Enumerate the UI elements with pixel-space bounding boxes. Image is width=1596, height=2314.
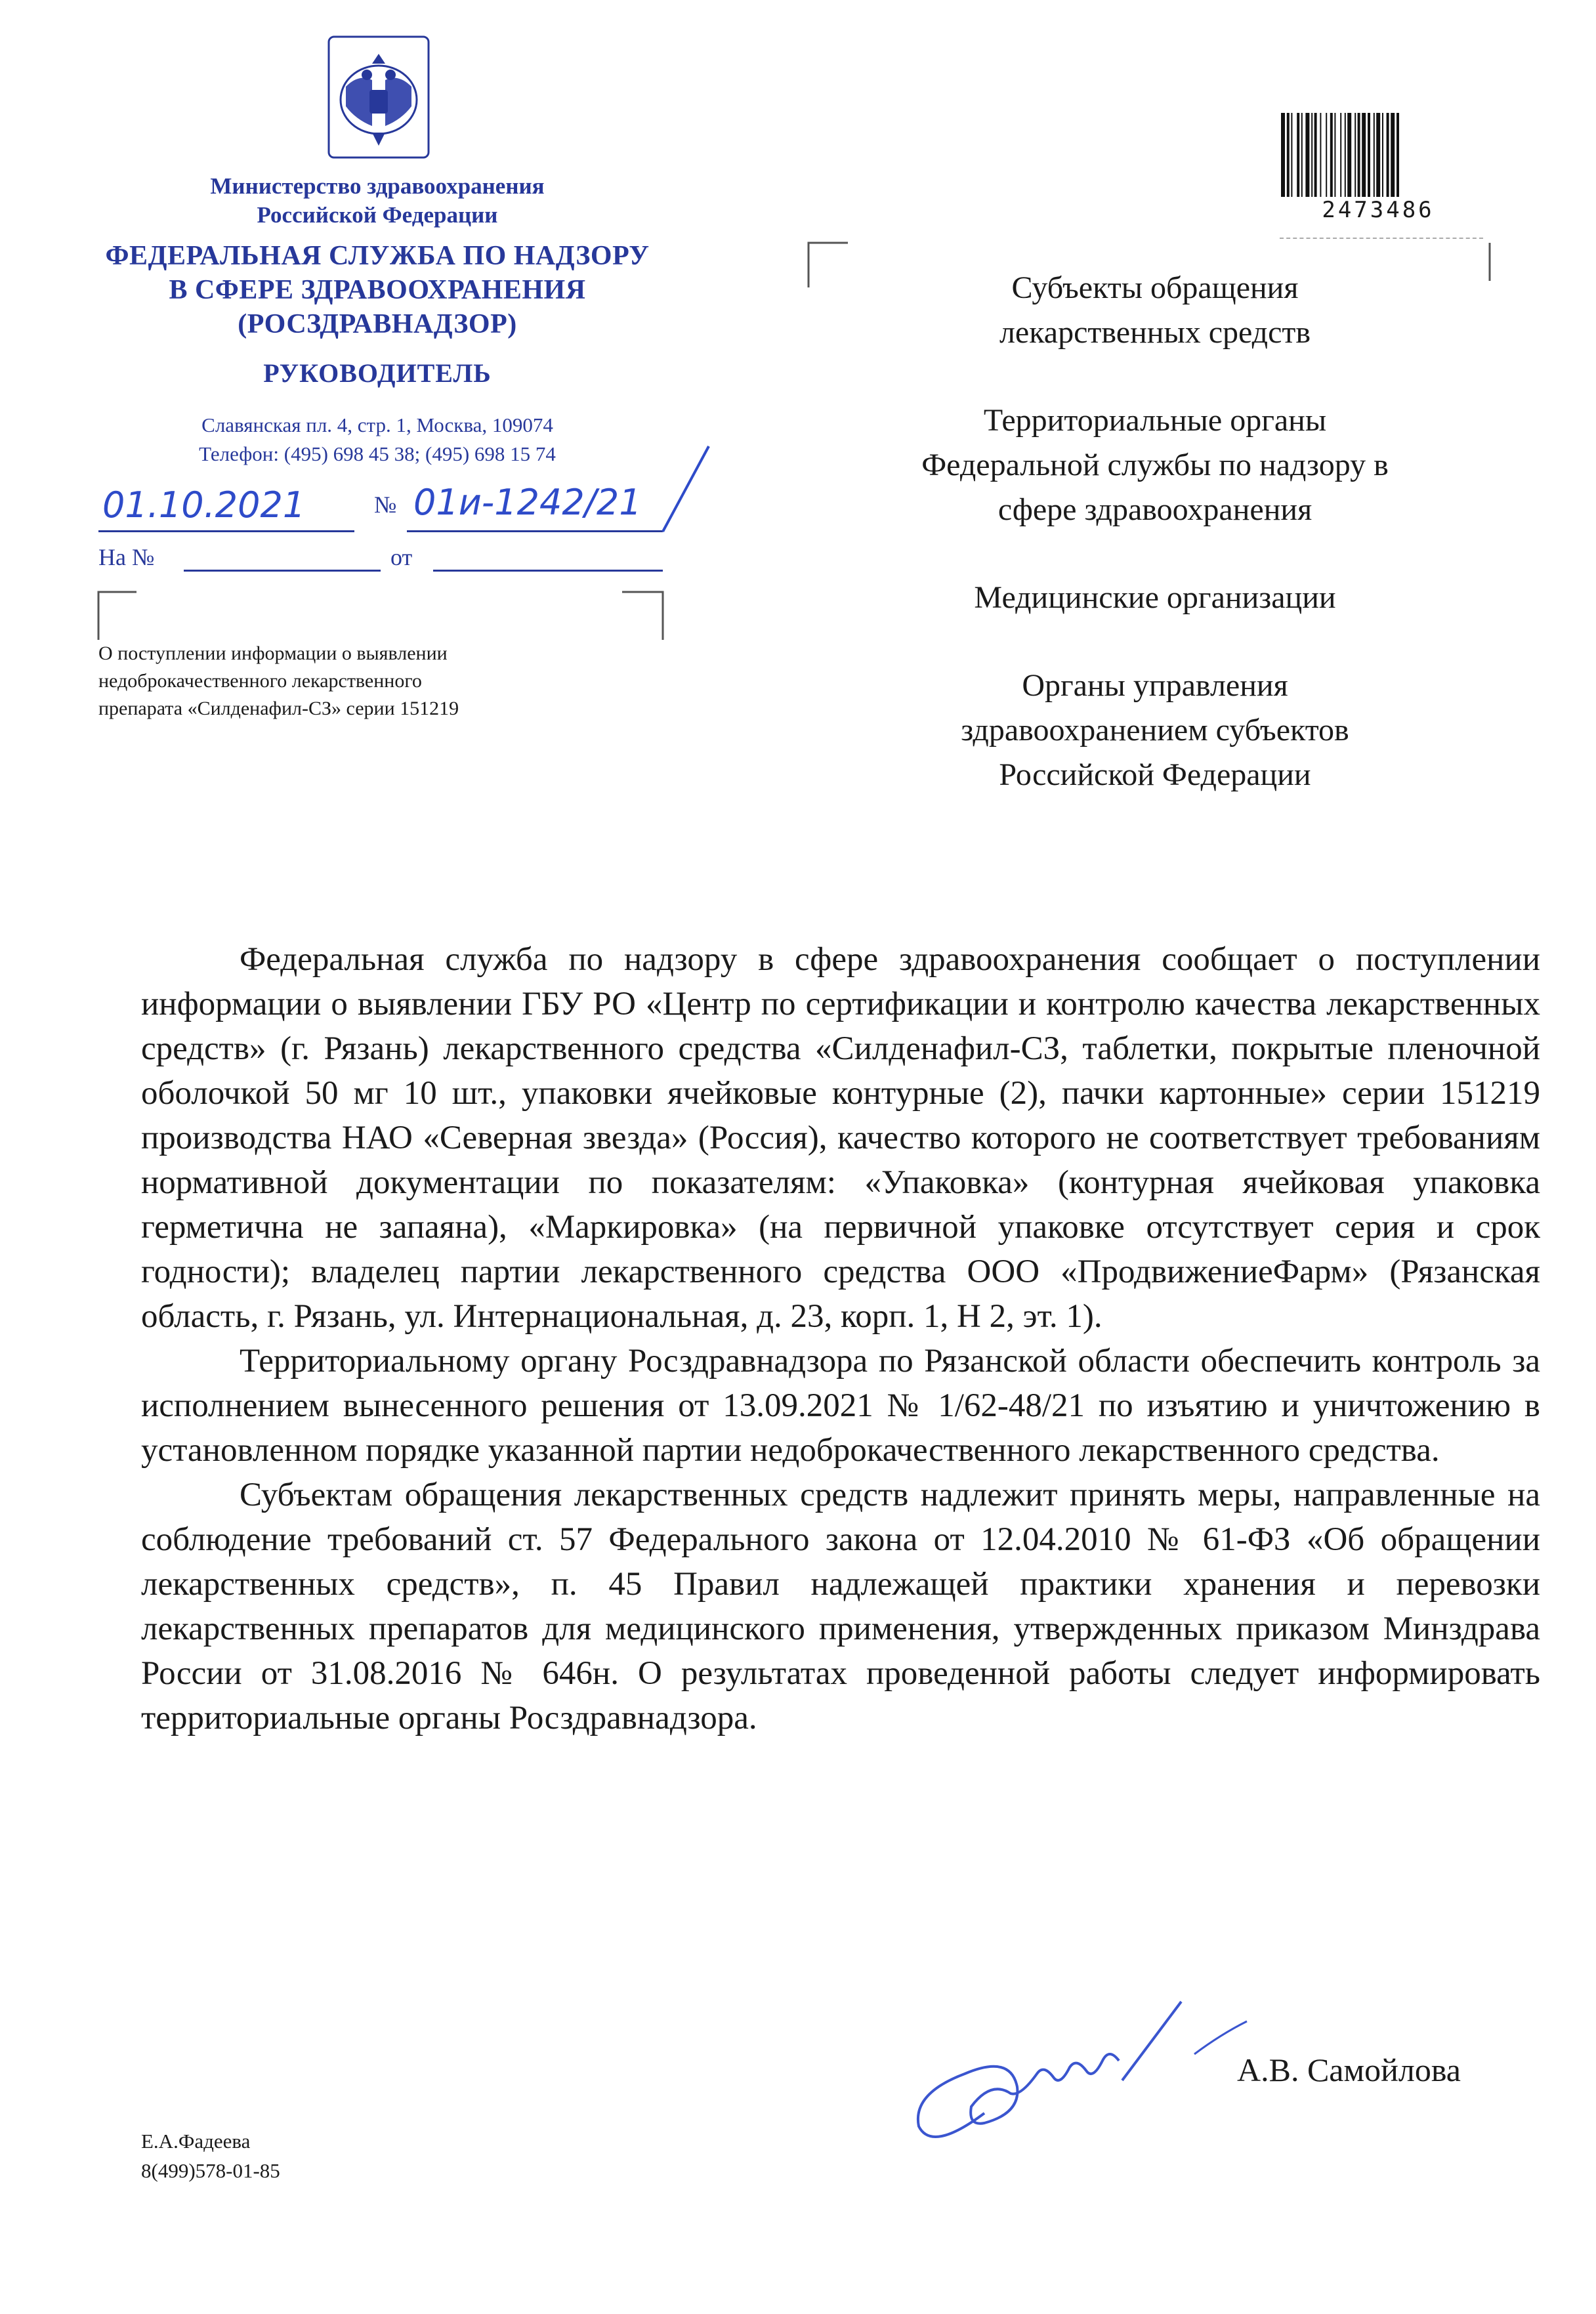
date-underline [98,530,354,532]
addressee-line: Российской Федерации [999,757,1311,792]
barcode-bar [1358,113,1360,197]
ministry-line: Российской Федерации [257,202,498,228]
barcode-bar [1354,113,1356,197]
barcode-bar [1345,113,1346,197]
barcode-number: 2473486 [1322,197,1435,223]
ministry-name [125,172,630,230]
service-line: В СФЕРЕ ЗДРАВООХРАНЕНИЯ [169,275,586,305]
barcode-bar [1297,113,1299,197]
executor-name: Е.А.Фадеева [141,2130,251,2153]
subject-brackets [97,591,675,643]
barcode [1280,112,1477,203]
addressee-line: лекарственных средств [999,315,1311,350]
barcode-bar [1340,113,1341,197]
barcode-bar [1291,113,1292,197]
registration-number: 01и-1242/21 [413,482,642,523]
barcode-bar [1382,113,1383,197]
barcode-bar [1376,113,1380,197]
addressee-line: Субъекты обращения [1011,270,1299,305]
executor-phone: 8(499)578-01-85 [141,2159,280,2182]
barcode-bar [1326,113,1327,197]
barcode-bar [1391,113,1395,197]
barcode-bar [1362,113,1366,197]
reply-from-underline [433,570,663,572]
barcode-bar [1281,113,1285,197]
addressee-line: сфере здравоохранения [998,492,1312,527]
phone: Телефон: (495) 698 45 38; (495) 698 15 74 [199,442,556,465]
address-block [105,411,650,469]
barcode-bar [1314,113,1317,197]
subject-line: О поступлении информации о выявлении [98,642,448,664]
barcode-bar [1301,113,1303,197]
barcode-bar [1311,113,1312,197]
barcode-bar [1320,113,1321,197]
state-emblem-icon [326,34,431,160]
barcode-bar [1305,113,1309,197]
addressee [847,576,1463,620]
addressee-line: Федеральной службы по надзору в [921,448,1389,482]
barcode-bar [1396,113,1399,197]
addressee-line: здравоохранением субъектов [961,713,1349,747]
ministry-line: Министерство здравоохранения [210,173,545,199]
barcode-bar [1374,113,1375,197]
subject-line: препарата «Силденафил-СЗ» серии 151219 [98,698,459,719]
handwritten-signature [906,1982,1273,2159]
body-paragraph: Федеральная служба по надзору в сфере здравоохранения сообщает о поступлении информации о выявлении ГБУ РО «Центр по сертификации и контролю качества лекарственных средств» (г. Рязань) лекарственного средства «Силденафил-СЗ, таблетки, покрытые пленочной оболочкой 50 мг 10 шт., упаковки ячейковые контурные (2), пачки картонные» серии 151219 производства НАО «Северная звезда» (Россия), качество которого не соответствует требованиям нормативной документации по показателям: «Упаковка» (контурная ячейковая упаковка герметична не запаяна), «Маркировка» (на первичной упаковке отсутствует серия и срок годности); владелец партии лекарственного средства ООО «ПродвижениеФарм» (Рязанская область, г. Рязань, ул. Интернациональная, д. 23, корп. 1, Н 2, эт. 1). [141,941,1540,1335]
addressee-line: Территориальные органы [983,403,1327,438]
barcode-bar [1330,113,1333,197]
addressee [847,266,1463,355]
letter-body [141,937,1540,1740]
reply-number-label: На № [98,544,155,570]
body-paragraph: Территориальному органу Росздравнадзора по Рязанской области обеспечить контроль за исполнением вынесенного решения от 13.09.2021 № 1/62-48/21 по изъятию и уничтожению в установленном порядке указанной партии недоброкачественного лекарственного средства. [141,1343,1540,1469]
address: Славянская пл. 4, стр. 1, Москва, 109074 [201,413,553,436]
barcode-bar [1334,113,1335,197]
reply-number-underline [184,570,381,572]
barcode-bar [1347,113,1351,197]
letter-subject [98,640,623,723]
subject-line: недоброкачественного лекарственного [98,670,422,692]
body-paragraph: Субъектам обращения лекарственных средств надлежит принять меры, направленные на соблюдение требований ст. 57 Федерального закона от 12.04.2010 № 61-ФЗ «Об обращении лекарственных средств», п. 45 Правил надлежащей практики хранения и перевозки лекарственных препаратов для медицинского применения, утвержденных приказом Минздрава России от 31.08.2016 № 646н. О результатах проведенной работы следует информировать территориальные органы Росздравнадзора. [141,1477,1540,1736]
service-line: ФЕДЕРАЛЬНАЯ СЛУЖБА ПО НАДЗОРУ [105,241,650,271]
addressee [847,398,1463,532]
barcode-bar [1387,113,1389,197]
service-line: (РОСЗДРАВНАДЗОР) [238,309,517,339]
barcode-bar [1287,113,1290,197]
handwritten-slash [643,440,722,538]
head-role: РУКОВОДИТЕЛЬ [263,358,492,388]
addressee [847,663,1463,797]
addressee-line: Медицинские организации [974,580,1336,615]
addressee-line: Органы управления [1022,668,1288,703]
barcode-divider [1280,238,1483,239]
signer-name: А.В. Самойлова [1237,2051,1461,2088]
reply-from-label: от [390,544,413,570]
registration-number-label: № [374,492,397,518]
addressee-list [847,266,1463,841]
number-underline [407,530,663,532]
registration-date: 01.10.2021 [102,484,306,526]
barcode-bar [1368,113,1370,197]
service-name [59,239,696,341]
